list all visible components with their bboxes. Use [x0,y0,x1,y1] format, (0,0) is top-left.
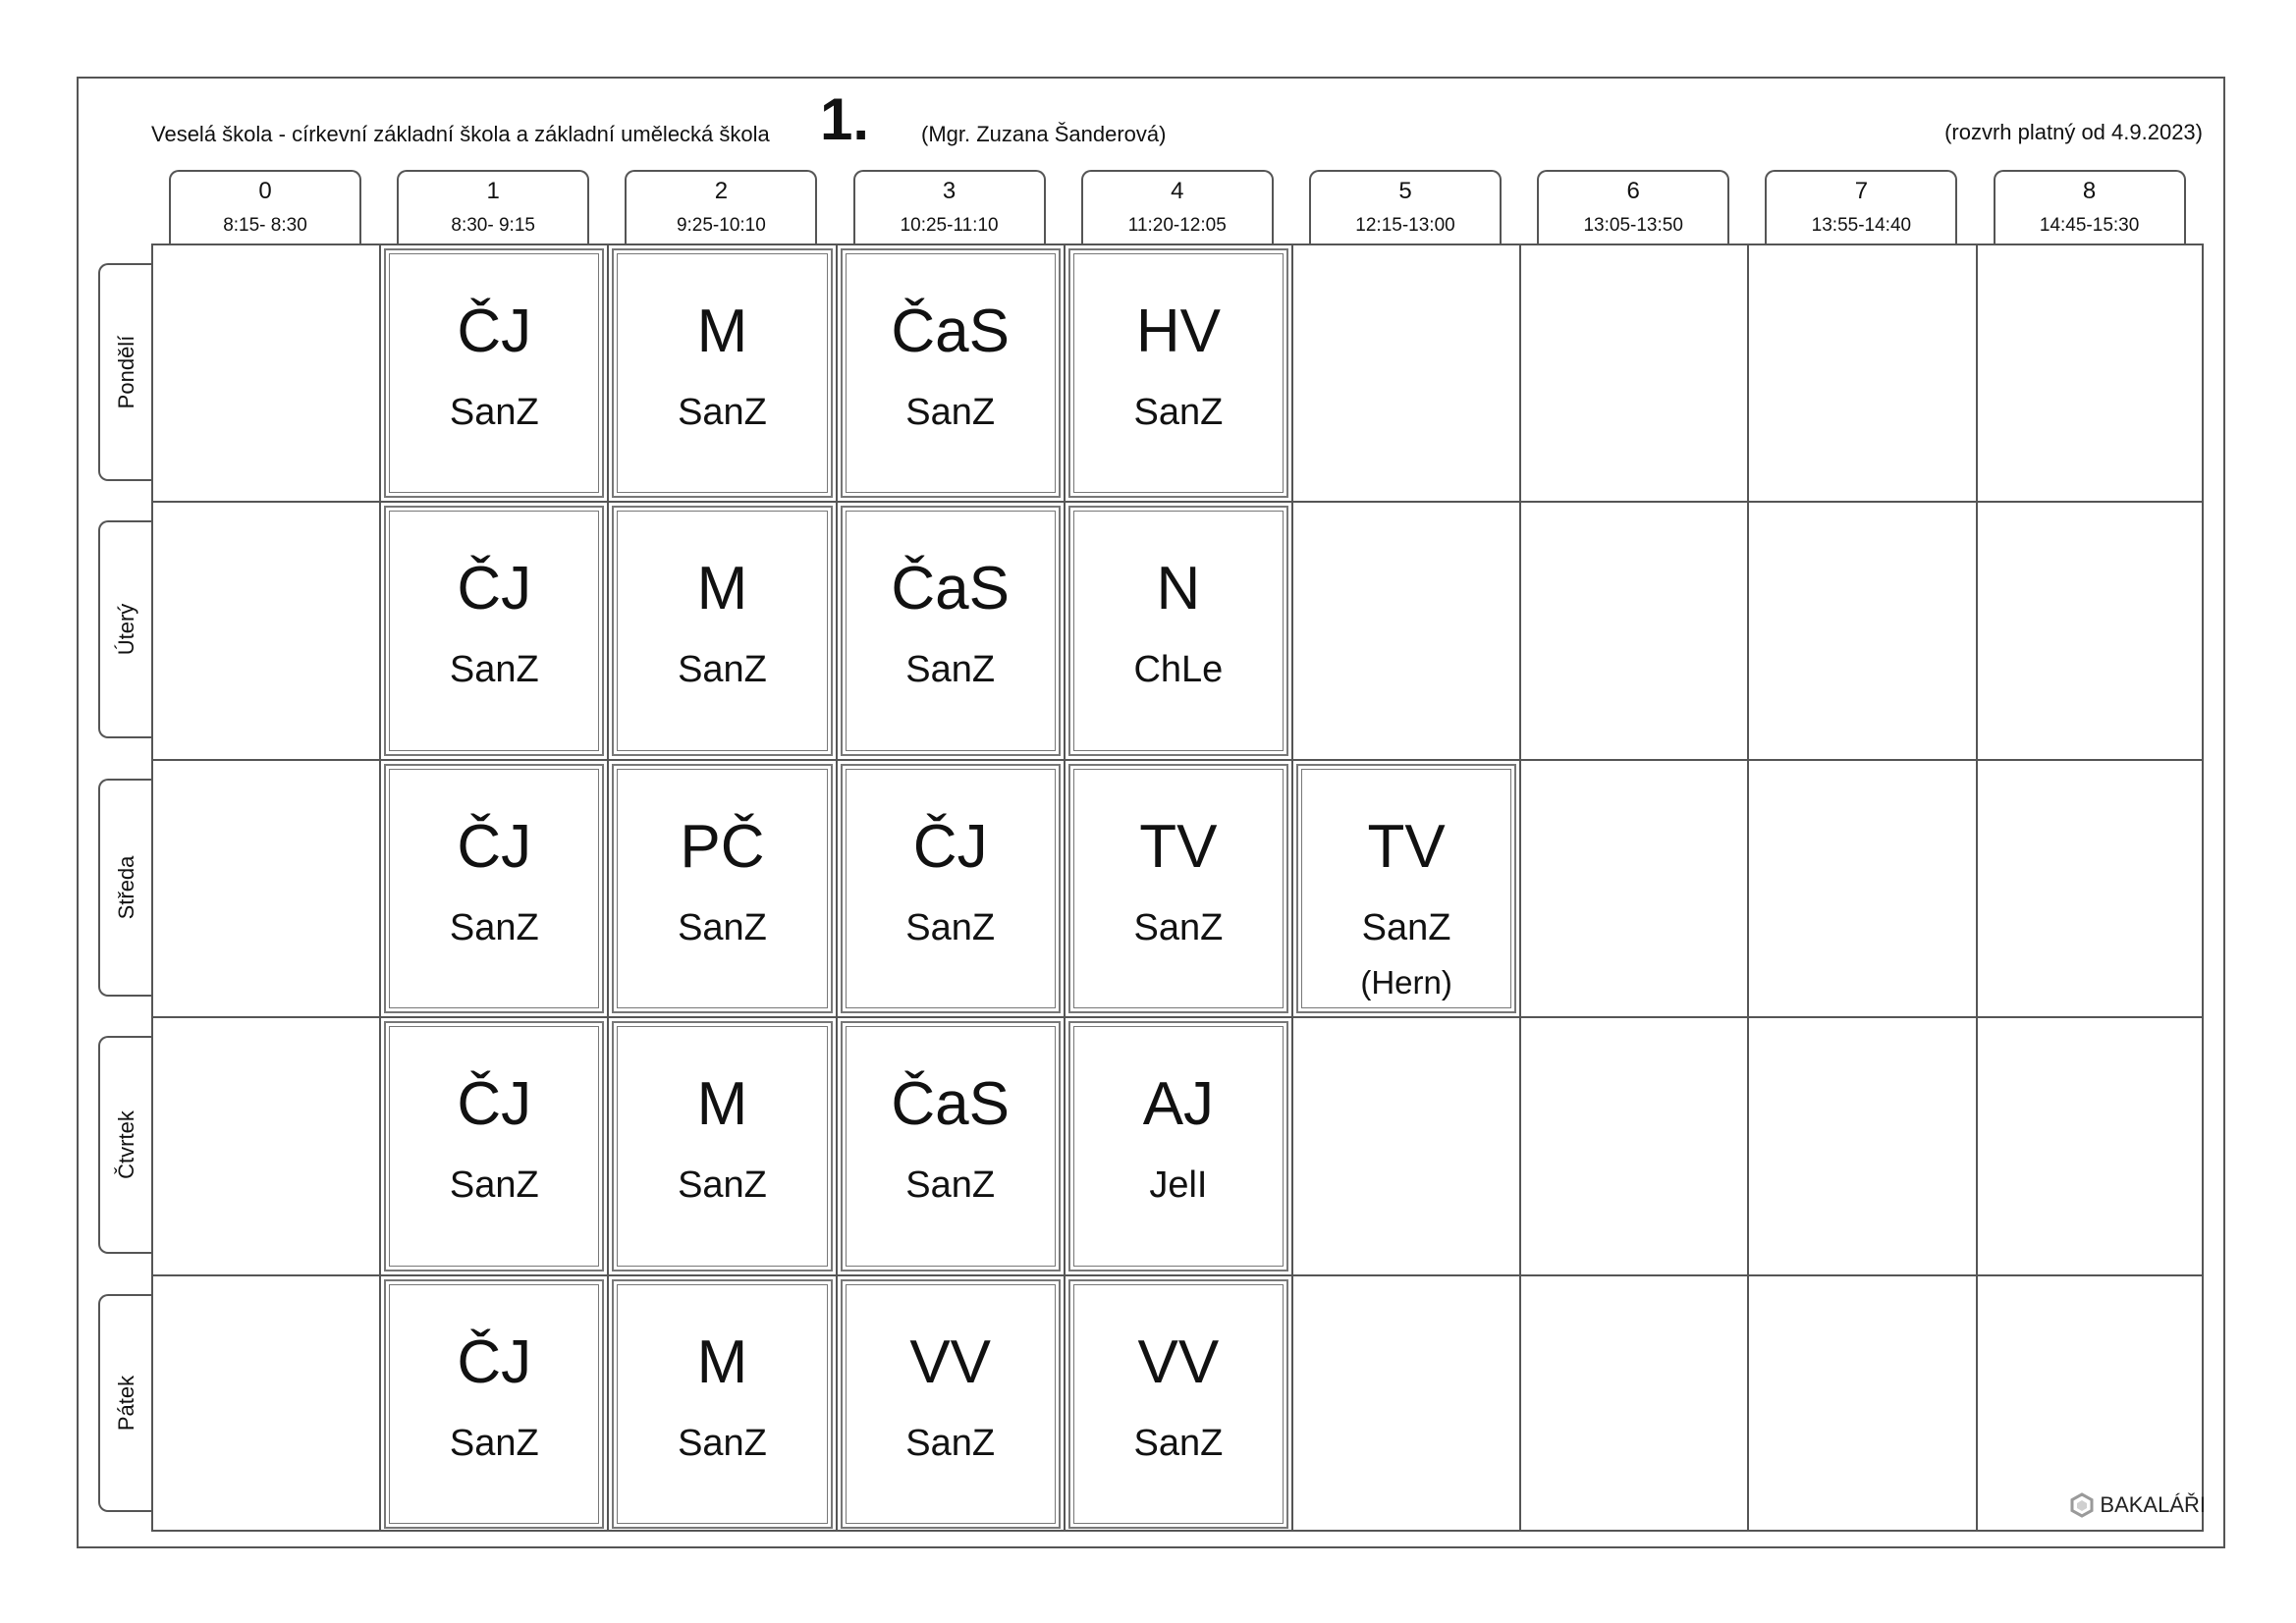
period-number: 3 [942,178,957,204]
lesson-subject: ČaS [891,298,1010,365]
period-header-0 [169,170,361,243]
lesson-teacher: SanZ [449,392,539,433]
grid-column-divider [607,245,609,1530]
period-header-4 [1081,170,1274,243]
lesson-subject: AJ [1142,1070,1215,1139]
lesson-teacher: SanZ [449,1164,539,1207]
day-label: Čtvrtek [114,1110,138,1180]
day-label: Pondělí [114,335,138,409]
bakalari-logo-icon [2070,1492,2094,1518]
lesson-subject: N [1156,555,1201,623]
lesson-teacher: SanZ [678,1422,767,1464]
lesson-card [1068,248,1288,498]
lesson-card [841,1279,1061,1529]
lesson-teacher: JelI [1149,1164,1208,1207]
timetable-grid [151,243,2204,1532]
day-label: Pátek [114,1375,138,1431]
lesson-subject: ČaS [891,555,1010,623]
lesson-card [612,506,832,755]
lesson-card [1068,764,1288,1013]
period-header-1 [397,170,589,243]
period-number: 5 [1398,178,1412,204]
lesson-subject: ČJ [457,1327,532,1396]
lesson-subject: M [696,1327,748,1396]
period-number: 1 [486,178,500,204]
lesson-card [612,1279,832,1529]
lesson-teacher: SanZ [1361,906,1451,948]
grid-column-divider [1976,245,1978,1530]
lesson-card [841,1021,1061,1271]
lesson-teacher: SanZ [1133,392,1224,433]
grid-row-divider [153,759,2202,761]
period-header-3 [853,170,1046,243]
lesson-teacher: SanZ [449,649,539,691]
lesson-card [841,248,1061,498]
period-number: 0 [258,178,272,204]
period-header-8 [1994,170,2186,243]
lesson-teacher: ChLe [1133,649,1224,691]
lesson-teacher: SanZ [678,392,767,433]
lesson-subject: M [696,555,748,623]
period-time: 13:55-14:40 [1811,215,1912,236]
day-label: Úterý [114,604,138,656]
day-tab-1 [98,520,153,738]
lesson-card [1296,764,1516,1013]
grid-column-divider [379,245,381,1530]
period-number: 6 [1626,178,1640,204]
lesson-card [384,764,604,1013]
lesson-teacher: SanZ [449,906,539,948]
period-time: 8:15- 8:30 [223,215,307,236]
lesson-subject: HV [1135,298,1221,365]
period-time: 9:25-10:10 [676,215,766,236]
grid-column-divider [1291,245,1293,1530]
lesson-subject: M [696,1070,748,1139]
period-time: 11:20-12:05 [1127,215,1227,236]
lesson-card [384,506,604,755]
lesson-teacher: SanZ [678,906,767,948]
grid-row-divider [153,1016,2202,1018]
period-header-7 [1765,170,1957,243]
lesson-subject: VV [1137,1327,1220,1396]
lesson-subject: ČJ [457,555,532,623]
period-number: 7 [1854,178,1869,204]
lesson-subject: TV [1367,812,1446,881]
lesson-subject: ČJ [457,298,532,365]
period-time: 8:30- 9:15 [451,215,535,236]
class-name: 1. [820,86,870,152]
lesson-teacher: SanZ [678,1164,767,1207]
lesson-teacher: SanZ [905,392,996,433]
day-tab-2 [98,779,153,997]
grid-column-divider [1747,245,1749,1530]
lesson-teacher: SanZ [1133,906,1224,948]
lesson-teacher: SanZ [678,649,767,691]
lesson-subject: TV [1139,812,1218,881]
day-tab-0 [98,263,153,481]
grid-column-divider [836,245,838,1530]
lesson-card [1068,1279,1288,1529]
period-number: 2 [714,178,729,204]
period-time: 14:45-15:30 [2039,215,2140,236]
lesson-teacher: SanZ [905,1164,996,1207]
lesson-teacher: SanZ [449,1422,539,1464]
brand-label: BAKALÁŘI [2100,1492,2206,1517]
lesson-subject: ČJ [457,812,532,881]
grid-row-divider [153,1274,2202,1276]
grid-column-divider [1519,245,1521,1530]
lesson-card [384,248,604,498]
lesson-subject: M [696,298,748,365]
period-header-2 [625,170,817,243]
lesson-room: (Hern) [1360,963,1452,1001]
lesson-card [841,506,1061,755]
lesson-teacher: SanZ [905,649,996,691]
grid-column-divider [1064,245,1066,1530]
brand [2070,1492,2206,1518]
lesson-teacher: SanZ [905,906,996,948]
lesson-teacher: SanZ [905,1422,996,1464]
period-time: 13:05-13:50 [1583,215,1683,236]
period-number: 8 [2082,178,2097,204]
valid-from: (rozvrh platný od 4.9.2023) [1944,120,2203,144]
class-teacher: (Mgr. Zuzana Šanderová) [921,122,1167,146]
school-name: Veselá škola - církevní základní škola a základní umělecká škola [151,122,770,146]
period-time: 12:15-13:00 [1355,215,1455,236]
day-tab-3 [98,1036,153,1254]
lesson-card [1068,506,1288,755]
lesson-card [612,1021,832,1271]
lesson-card [384,1021,604,1271]
day-tab-4 [98,1294,153,1512]
period-time: 10:25-11:10 [900,215,999,236]
lesson-card [612,764,832,1013]
day-label: Středa [114,855,138,920]
lesson-subject: ČJ [457,1070,532,1139]
period-header-6 [1537,170,1729,243]
grid-row-divider [153,501,2202,503]
lesson-subject: VV [909,1327,992,1396]
lesson-subject: PČ [680,812,765,881]
lesson-card [1068,1021,1288,1271]
period-header-5 [1309,170,1502,243]
lesson-card [384,1279,604,1529]
period-number: 4 [1171,178,1184,204]
lesson-teacher: SanZ [1133,1422,1224,1464]
lesson-card [612,248,832,498]
lesson-subject: ČJ [912,812,988,881]
lesson-subject: ČaS [891,1070,1010,1139]
lesson-card [841,764,1061,1013]
